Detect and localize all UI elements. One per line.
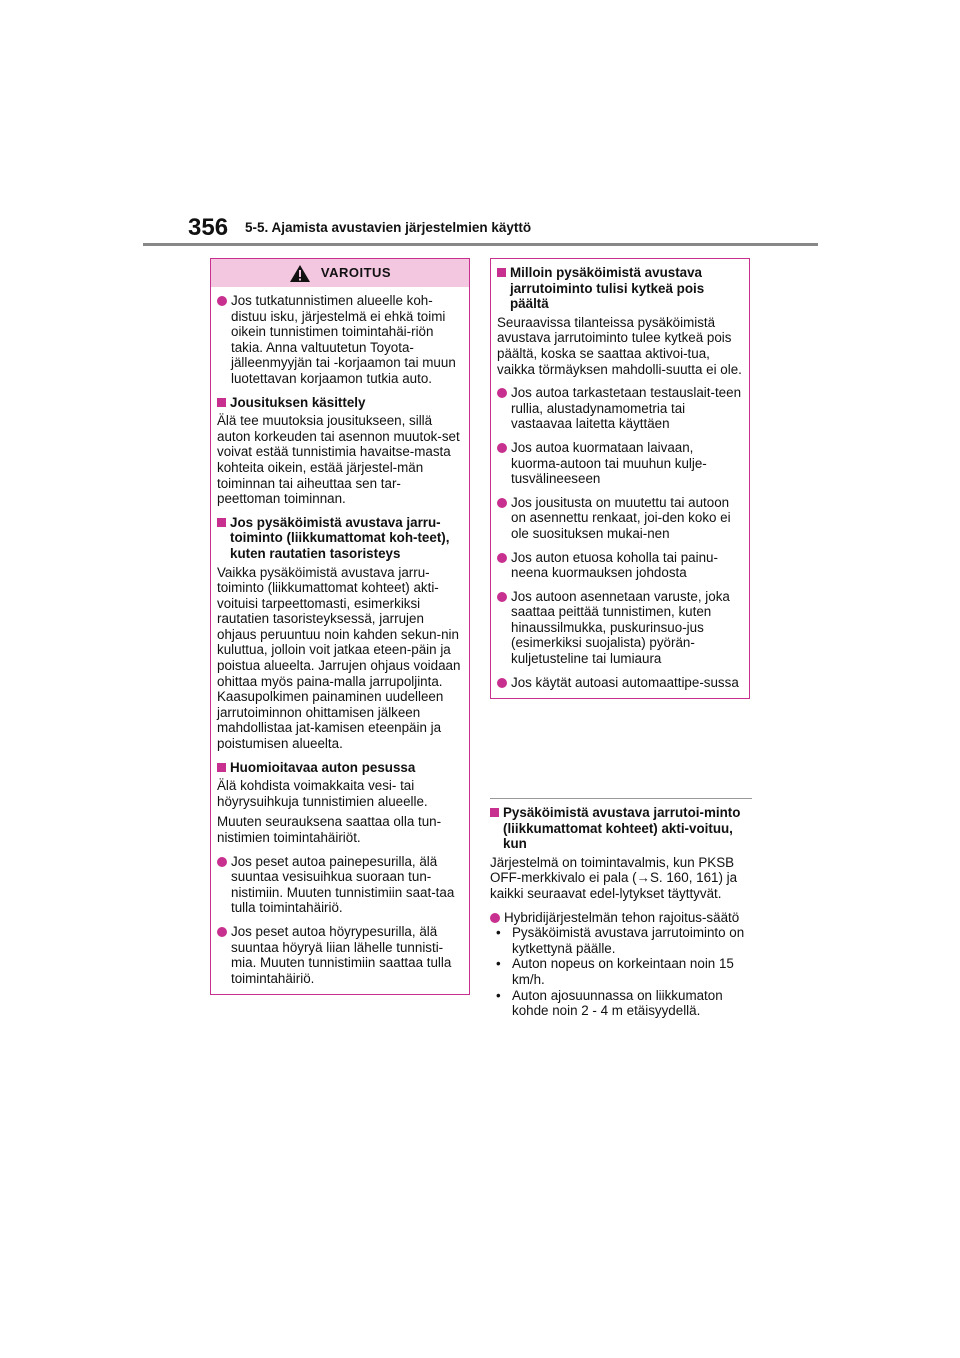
- paragraph: Seuraavissa tilanteissa pysäköimistä avustava jarrutoiminto tulee kytkeä pois päältä, koska se saattaa aktivoi-tua, vaikka törmäyksen mahdolli-suutta ei ole.: [497, 314, 742, 377]
- page-number: 356: [188, 214, 229, 241]
- bullet-icon: [497, 388, 507, 398]
- bullet-icon: [497, 592, 507, 602]
- bullet-icon: [217, 296, 227, 306]
- bullet-icon: [490, 913, 500, 923]
- list-item: [497, 589, 743, 667]
- bullet-text: Jos käytät autoasi automaattipe-sussa: [511, 674, 739, 690]
- info-box: [490, 258, 750, 699]
- subheading: [490, 805, 752, 852]
- activation-section: [490, 798, 752, 1019]
- list-text: Auton ajosuunnassa on liikkumaton kohde noin 2 - 4 m etäisyydellä.: [512, 987, 723, 1019]
- bullet-icon: [497, 553, 507, 563]
- paragraph: Järjestelmä on toimintavalmis, kun PKSB OFF-merkkivalo ei pala (→S. 160, 161) ja kaikki seuraavat edel-lytykset täyttyvät.: [490, 854, 738, 901]
- bullet-text: Jos auton etuosa koholla tai painu-neena kuormauksen johdosta: [511, 549, 718, 581]
- list-text: Auton nopeus on korkeintaan noin 15 km/h.: [512, 956, 734, 987]
- square-icon: [497, 268, 506, 277]
- paragraph: Vaikka pysäköimistä avustava jarru-toiminto (liikkumattomat kohteet) akti-voituisi tarpeettomasti, esimerkiksi rautatien tasoristeyksessä, jarrujen ohjaus peruuntuu noin kahden sekun-nin kuluttua, jolloin voit jatkaa eteen-päin ja poistua alueelta. Jarrujen ohjaus voidaan ohittaa myös paina-malla jarrupoljinta. Kaasupolkimen painaminen uudelleen jarrutoiminnon ohittamisen jälkeen mahdollistaa jat-kamisen eteenpäin ja poistumisen alueelta.: [217, 564, 461, 752]
- dot-marker: •: [496, 987, 501, 1003]
- subheading: [217, 515, 463, 562]
- paragraph: Muuten seurauksena saattaa olla tun-nistimien toimintahäiriöt.: [217, 814, 442, 845]
- square-icon: [217, 763, 226, 772]
- bullet-text: Jos jousitusta on muutettu tai autoon on asennettu renkaat, joi-den koko ei ole suosituksen mukai-nen: [511, 494, 731, 541]
- header-rule: [143, 243, 818, 246]
- dot-marker: •: [496, 925, 501, 941]
- section-title: 5-5. Ajamista avustavien järjestelmien käyttö: [245, 220, 532, 235]
- subheading-text: Jousituksen käsittely: [230, 394, 366, 410]
- list-item: [490, 910, 752, 926]
- paragraph: Älä tee muutoksia jousitukseen, sillä auton korkeuden tai asennon muutok-set voivat estää tunnistimia havaitse-masta kohteita oikein, estää järjestel-män toiminnan tai aiheuttaa sen tar-peettoman toiminnan.: [217, 413, 460, 507]
- bullet-text: Jos peset autoa höyrypesurilla, älä suuntaa höyryä liian lähelle tunnisti-mia. Muuten tunnistimiin saattaa tulla toimintahäiriö.: [231, 923, 452, 986]
- dot-marker: •: [496, 956, 501, 972]
- bullet-text: Jos peset autoa painepesurilla, älä suuntaa vesisuihkua suoraan tun-nistimiin. Muuten tunnistimiin saat-taa tulla toimintahäiriö.: [231, 853, 455, 916]
- bullet-text: Jos autoa kuormataan laivaan, kuorma-autoon tai muuhun kulje-tusvälineeseen: [511, 439, 707, 487]
- caution-header: [211, 259, 469, 287]
- paragraph: Älä kohdista voimakkaita vesi- tai höyrysuihkuja tunnistimien alueelle.: [217, 778, 428, 809]
- caution-box: [210, 258, 470, 995]
- list-item: [497, 495, 743, 542]
- list-text: Pysäköimistä avustava jarrutoiminto on kytkettynä päälle.: [512, 925, 745, 956]
- list-item: [490, 988, 752, 1019]
- bullet-text: Jos autoa tarkastetaan testauslait-teen rullia, alustadynamometria tai vastaavaa laitetta käyttäen: [511, 385, 742, 432]
- list-item: [497, 440, 743, 487]
- subheading: [217, 760, 463, 776]
- warning-icon: [289, 264, 311, 283]
- bullet-text: Hybridijärjestelmän tehon rajoitus-säätö: [504, 909, 740, 925]
- subheading: [217, 395, 463, 411]
- bullet-icon: [497, 678, 507, 688]
- list-item: [497, 550, 743, 581]
- subheading-text: Jos pysäköimistä avustava jarru-toiminto (liikkumattomat koh-teet), kuten rautatien tasoristeys: [230, 514, 450, 561]
- list-item: [497, 675, 743, 691]
- condition-list: [490, 925, 752, 1019]
- bullet-icon: [497, 498, 507, 508]
- section-divider: [490, 798, 752, 799]
- bullet-text: Jos tutkatunnistimen alueelle koh-distuu isku, järjestelmä ei ehkä toimi oikein tunnistimen toimintahäi-riön takia. Anna valtuutetun Toyota-jälleenmyyjän tai -korjaamon tai muun luotettavan korjaamon tutkia auto.: [231, 293, 456, 386]
- caution-title: VAROITUS: [320, 265, 392, 281]
- list-item: [497, 385, 743, 432]
- subheading-text: Milloin pysäköimistä avustava jarrutoiminto tulisi kytkeä pois päältä: [510, 265, 705, 312]
- square-icon: [490, 808, 499, 817]
- square-icon: [217, 518, 226, 527]
- subheading: [497, 265, 743, 312]
- list-item: [217, 293, 463, 387]
- list-item: [490, 956, 752, 987]
- list-item: [217, 854, 463, 916]
- subheading-text: Huomioitavaa auton pesussa: [230, 759, 416, 775]
- subheading-text: Pysäköimistä avustava jarrutoi-minto (liikkumattomat kohteet) akti-voituu, kun: [503, 805, 741, 852]
- bullet-icon: [217, 857, 227, 867]
- bullet-icon: [497, 443, 507, 453]
- bullet-icon: [217, 927, 227, 937]
- list-item: [490, 925, 752, 956]
- bullet-text: Jos autoon asennetaan varuste, joka saattaa peittää tunnistimen, kuten hinaussilmukka, puskurinsuo-jus (esimerkiksi suojalista) pyörän-kuljetusteline tai lumiaura: [511, 588, 730, 667]
- square-icon: [217, 398, 226, 407]
- list-item: [217, 924, 463, 986]
